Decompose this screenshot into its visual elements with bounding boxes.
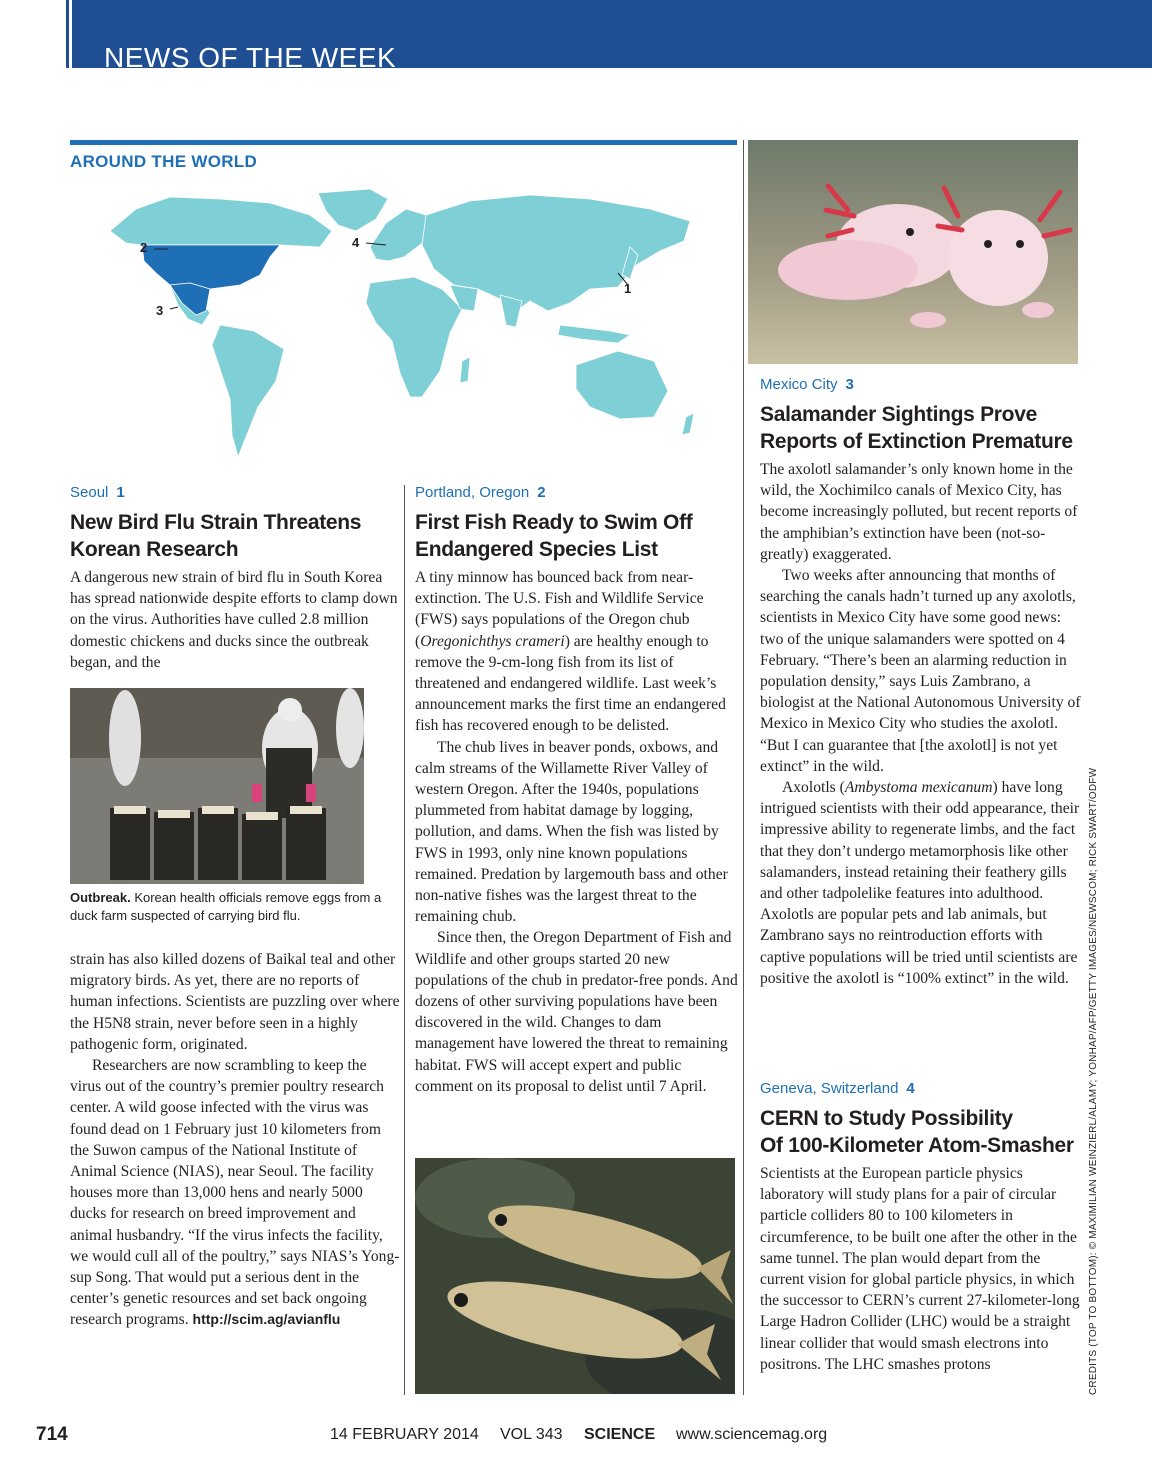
story-dateline <box>70 484 125 501</box>
story-body <box>760 459 1085 989</box>
dateline-city: Seoul <box>70 484 109 501</box>
headline-line: First Fish Ready to Swim Off <box>415 511 693 534</box>
headline-line: Salamander Sightings Prove <box>760 403 1037 426</box>
story-dateline <box>760 376 854 393</box>
oregon-chub-photo <box>415 1158 735 1394</box>
story-dateline <box>415 484 546 501</box>
caption-text: Korean health officials remove eggs from a duck farm suspected of carrying bird flu. <box>70 890 382 923</box>
body-paragraph: The axolotl salamander’s only known home in the wild, the Xochimilco canals of Mexico City, has become increasingly polluted, but recent reports of the amphibian’s extinction have been (not-so-greatly) exaggerated. <box>760 461 1078 563</box>
bird-flu-photo <box>70 688 364 884</box>
story-body <box>760 1163 1085 1399</box>
headline-line: Reports of Extinction Premature <box>760 430 1073 453</box>
column-divider <box>404 485 405 1395</box>
story-body <box>415 567 740 1097</box>
story-dateline <box>760 1080 915 1097</box>
headline-line: Korean Research <box>70 538 239 561</box>
page-number: 714 <box>36 1424 68 1445</box>
headline-line: New Bird Flu Strain Threatens <box>70 511 362 534</box>
dateline-city: Mexico City <box>760 376 838 393</box>
body-paragraph <box>760 777 1085 989</box>
body-text-span: Axolotls ( <box>782 779 845 797</box>
photo-caption <box>70 889 390 925</box>
headline-line: Endangered Species List <box>415 538 658 561</box>
footer-date: 14 FEBRUARY 2014 <box>330 1426 479 1443</box>
story-headline <box>415 509 740 563</box>
header-rule <box>66 0 69 68</box>
species-name: Oregonichthys crameri <box>420 632 565 650</box>
footer-volume: VOL 343 <box>500 1426 563 1443</box>
footer-url[interactable]: www.sciencemag.org <box>676 1426 828 1443</box>
body-paragraph: strain has also killed dozens of Baikal teal and other migratory birds. As yet, there are no reports of human infections. Scientists are puzzling over where the H5N8 strain, never before seen in a highly pathogenic form, originated. <box>70 951 400 1053</box>
body-paragraph <box>70 1055 400 1331</box>
body-paragraph: Two weeks after announcing that months of searching the canals hadn’t turned up any axolotls, scientists in Mexico City have some good news: two of the unique salamanders were spotted on 4 February. “There’s been an alarming reduction in population density,” says Luis Zambrano, a biologist at the National Autonomous University of Mexico in Mexico City who studies the axolotl. “But I can guarantee that [the axolotl] is not yet extinct” in the wild. <box>760 567 1081 775</box>
headline-line: Of 100-Kilometer Atom-Smasher <box>760 1134 1074 1157</box>
section-header-title: NEWS OF THE WEEK <box>104 44 397 68</box>
body-paragraph: A dangerous new strain of bird flu in South Korea has spread nationwide despite efforts to clamp down on the virus. Authorities have culled 2.8 million domestic chickens and ducks since the outbreak began, and the <box>70 569 398 671</box>
dateline-number: 2 <box>537 484 546 501</box>
body-paragraph: Scientists at the European particle physics laboratory will study plans for a pair of circular particle colliders 80 to 100 kilometers in circumference, to be built one after the other in the same tunnel. The plan would depart from the current vision for global particle physics, in which the successor to CERN’s current 27-kilometer-long Large Hadron Collider (LHC) would be a straight linear collider that would smash electrons into positrons. The LHC smashes protons <box>760 1165 1080 1373</box>
story-headline <box>70 509 400 563</box>
photo-credits: CREDITS (TOP TO BOTTOM): © MAXIMILIAN WEINZIERL/ALAMY; YONHAP/AFP/GETTY IMAGES/NEWSCOM; RICK SWART/ODFW <box>1088 767 1099 1395</box>
section-title: AROUND THE WORLD <box>70 152 258 171</box>
map-marker-4: 4 <box>352 235 360 250</box>
body-text-span: A tiny minnow has bounced back from near-extinction. The U.S. Fish and Wildlife Service (FWS) says populations of the Oregon chub ( <box>415 569 704 650</box>
species-name: Ambystoma mexicanum <box>844 779 993 797</box>
story-headline <box>760 401 1080 455</box>
dateline-city: Geneva, Switzerland <box>760 1080 899 1097</box>
caption-lead: Outbreak. <box>70 890 131 905</box>
body-text-span: ) are healthy enough to remove the 9-cm-long fish from its list of threatened and endangered wildlife. Last week’s announcement marks the first time an endangered fish has recovered enough to be delisted. <box>415 632 726 735</box>
body-text-span: ) have long intrigued scientists with their odd appearance, their impressive ability to regenerate limbs, and the fact that they don’t undergo metamorphosis like other salamanders, instead retaining their feathery gills and other tadpolelike features into adulthood. Axolotls are popular pets and lab animals, but Zambrano says no reintroduction efforts with captive populations will be tried until scientists are positive the axolotl is “100% extinct” in the wild. <box>760 779 1080 987</box>
world-map-graphic <box>70 185 738 475</box>
story-body <box>70 949 400 1331</box>
body-paragraph <box>415 567 740 737</box>
dateline-number: 4 <box>906 1080 915 1097</box>
headline-line: CERN to Study Possibility <box>760 1107 1013 1130</box>
world-map <box>70 185 738 475</box>
footer-journal: SCIENCE <box>584 1426 656 1443</box>
body-paragraph: Since then, the Oregon Department of Fish and Wildlife and other groups started 20 new populations of the chub in predator-free ponds. And dozens of other surviving populations have been discovered in the wild. Changes to dam management have lowered the threat to remaining habitat. FWS will accept expert and public comment on its proposal to delist until 7 April. <box>415 929 738 1095</box>
column-divider <box>743 140 744 1395</box>
story-link[interactable]: http://scim.ag/avianflu <box>192 1311 341 1328</box>
dateline-number: 3 <box>845 376 854 393</box>
map-marker-2: 2 <box>140 240 148 255</box>
story-headline <box>760 1105 1080 1159</box>
body-paragraph: The chub lives in beaver ponds, oxbows, and calm streams of the Willamette River Valley of western Oregon. After the 1940s, populations plummeted from habitat damage by logging, pollution, and dams. When the fish was listed by FWS in 1993, only nine known populations remained. Predation by largemouth bass and other non-native fishes was the largest threat to the remaining chub. <box>415 738 728 926</box>
axolotl-photo <box>748 140 1078 364</box>
body-text-span: Researchers are now scrambling to keep the virus out of the country’s premier poultry research center. A wild goose infected with the virus was found dead on 1 February just 10 kilometers from the Suwon campus of the National Institute of Animal Science (NIAS), near Seoul. The facility houses more than 13,000 hens and nearly 5000 ducks for research on breed improvement and animal husbandry. “If the virus infects the facility, we would cull all of the poultry,” says NIAS’s Yong-sup Song. That would put a serious dent in the center’s genetic resources and set back ongoing research programs. <box>70 1057 400 1329</box>
story-body <box>70 567 400 673</box>
section-rule <box>70 140 737 145</box>
map-marker-1: 1 <box>624 281 632 296</box>
dateline-city: Portland, Oregon <box>415 484 530 501</box>
map-marker-3: 3 <box>156 303 164 318</box>
dateline-number: 1 <box>116 484 125 501</box>
